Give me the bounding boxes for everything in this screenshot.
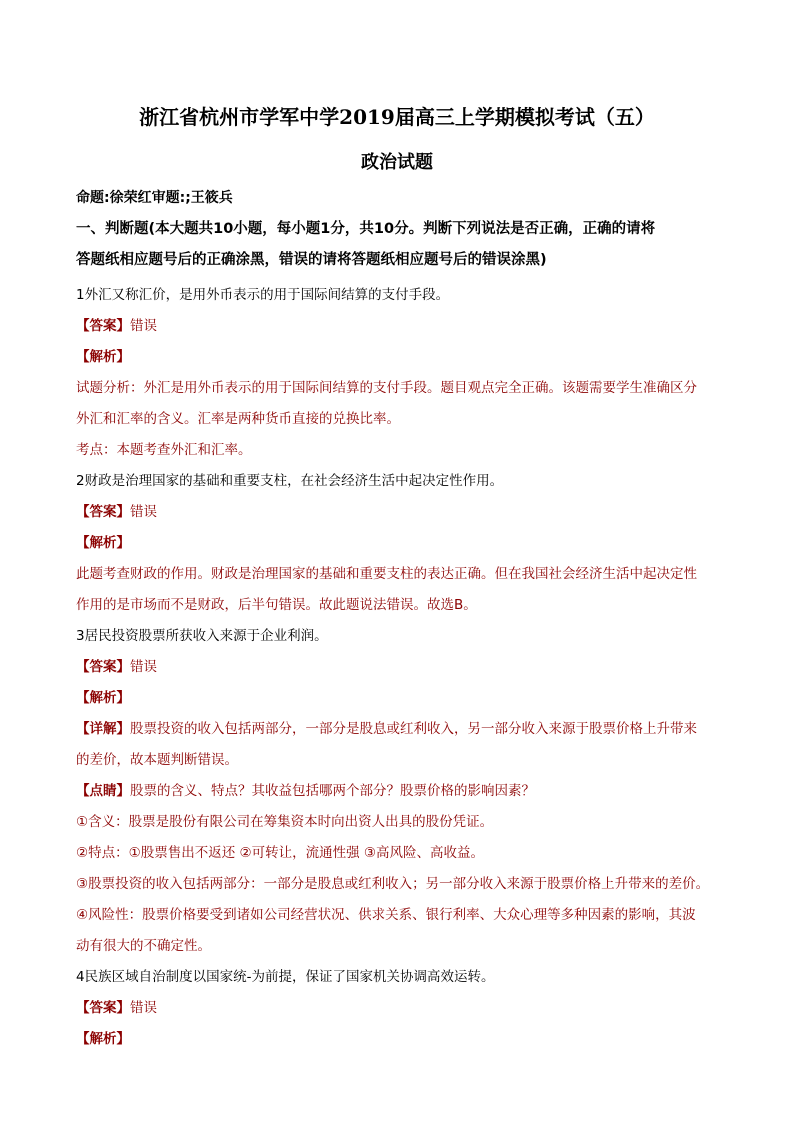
key-text: 股票的含义、特点？其收益包括哪两个部分？股票价格的影响因素？	[130, 783, 535, 799]
answer-value: 错误	[130, 659, 157, 675]
answer-value: 错误	[130, 504, 157, 520]
section-heading-line-2: 答题纸相应题号后的正确涂黑，错误的请将答题纸相应题号后的错误涂黑)	[76, 252, 547, 268]
key-point-3-item-4a: ④风险性：股票价格要受到诸如公司经营状况、供求关系、银行利率、大众心理等多种因素的影响，其波	[76, 907, 696, 923]
answer-label: 【答案】	[76, 504, 130, 520]
answer-1	[76, 314, 157, 334]
page-title: 浙江省杭州市学军中学2019届高三上学期模拟考试（五）	[139, 105, 655, 129]
key-point-3-item-2: ②特点：①股票售出不返还 ②可转让，流通性强 ③高风险、高收益。	[76, 845, 484, 861]
analysis-label: 【解析】	[76, 349, 130, 365]
detail-label: 【详解】	[76, 721, 130, 737]
question-2: 2财政是治理国家的基础和重要支柱，在社会经济生活中起决定性作用。	[76, 473, 504, 489]
answer-label: 【答案】	[76, 659, 130, 675]
analysis-label: 【解析】	[76, 1031, 130, 1047]
key-point-3-item-4b: 动有很大的不确定性。	[76, 938, 211, 954]
section-heading-line-1: 一、判断题(本大题共10小题，每小题1分，共10分。判断下列说法是否正确，正确的请将	[76, 221, 656, 237]
question-3: 3居民投资股票所获收入来源于企业利润。	[76, 628, 328, 644]
detail-text: 股票投资的收入包括两部分，一部分是股息或红利收入，另一部分收入来源于股票价格上升带来	[130, 721, 697, 737]
question-1: 1外汇又称汇价，是用外币表示的用于国际间结算的支付手段。	[76, 287, 450, 303]
answer-2	[76, 500, 157, 520]
author-line: 命题:徐荣红审题:;王筱兵	[76, 190, 233, 206]
key-point-3-item-1: ①含义：股票是股份有限公司在筹集资本时向出资人出具的股份凭证。	[76, 814, 494, 830]
analysis-label-1	[76, 345, 130, 365]
analysis-1-point: 考点：本题考查外汇和汇率。	[76, 442, 252, 458]
analysis-1-line-2: 外汇和汇率的含义。汇率是两种货币直接的兑换比率。	[76, 411, 400, 427]
analysis-label: 【解析】	[76, 690, 130, 706]
analysis-1-line-1: 试题分析：外汇是用外币表示的用于国际间结算的支付手段。题目观点完全正确。该题需要学生准确区分	[76, 380, 697, 396]
analysis-label-4	[76, 1027, 130, 1047]
question-4: 4民族区域自治制度以国家统-为前提，保证了国家机关协调高效运转。	[76, 969, 495, 985]
key-point-3	[76, 779, 535, 799]
analysis-label-2	[76, 531, 130, 551]
page-subtitle: 政治试题	[361, 152, 433, 173]
answer-label: 【答案】	[76, 1000, 130, 1016]
detail-3-line-1	[76, 717, 697, 737]
analysis-2-line-2: 作用的是市场而不是财政，后半句错误。故此题说法错误。故选B。	[76, 597, 477, 613]
answer-label: 【答案】	[76, 318, 130, 334]
key-label: 【点睛】	[76, 783, 130, 799]
answer-3	[76, 655, 157, 675]
analysis-label-3	[76, 686, 130, 706]
analysis-2-line-1: 此题考查财政的作用。财政是治理国家的基础和重要支柱的表达正确。但在我国社会经济生活中起决定性	[76, 566, 697, 582]
analysis-label: 【解析】	[76, 535, 130, 551]
answer-4	[76, 996, 157, 1016]
answer-value: 错误	[130, 1000, 157, 1016]
detail-3-line-2: 的差价，故本题判断错误。	[76, 752, 238, 768]
key-point-3-item-3: ③股票投资的收入包括两部分：一部分是股息或红利收入；另一部分收入来源于股票价格上升带来的差价。	[76, 876, 710, 892]
answer-value: 错误	[130, 318, 157, 334]
